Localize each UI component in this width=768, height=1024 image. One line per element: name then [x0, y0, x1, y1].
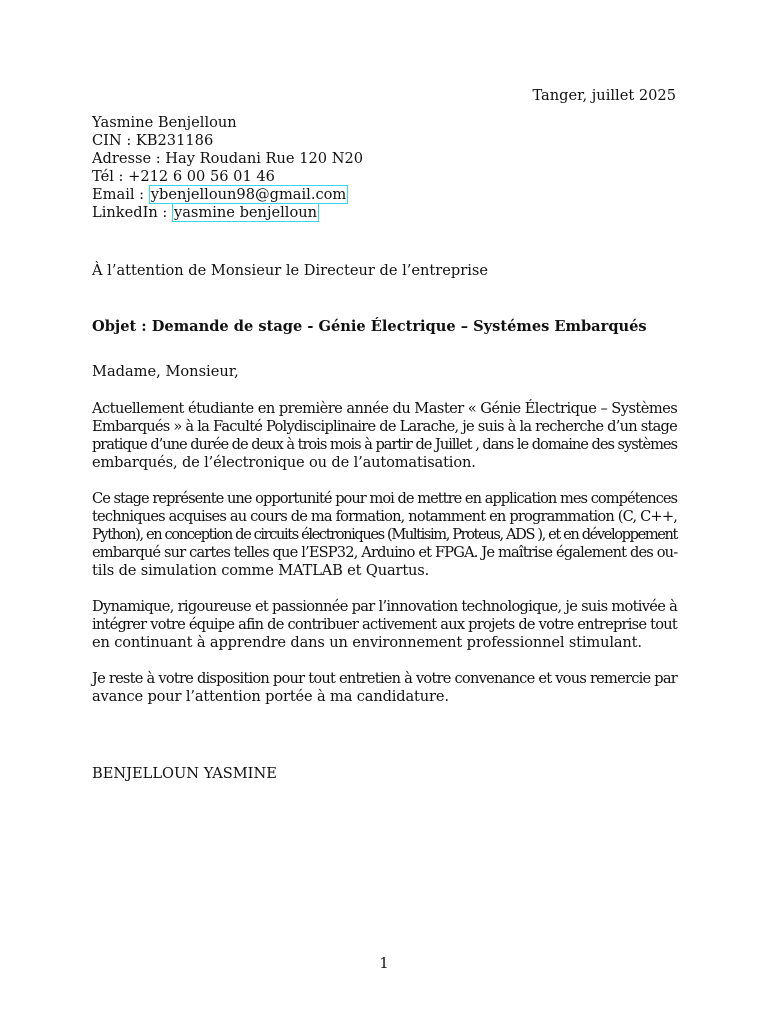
- paragraph-line: embarqué sur cartes telles que l’ESP32, Arduino et FPGA. Je maîtrise également des ou-: [92, 544, 678, 561]
- paragraph-line: Ce stage représente une opportunité pour moi de mettre en application mes compétences: [92, 490, 677, 507]
- paragraph-line: Embarqués » à la Faculté Polydisciplinaire de Larache, je suis à la recherche d’un stage: [92, 418, 677, 435]
- paragraph-line: embarqués, de l’électronique ou de l’automatisation.: [92, 454, 476, 471]
- sender-phone: Tél : +212 6 00 56 01 46: [92, 168, 275, 185]
- sender-block: [92, 114, 363, 222]
- sender-cin: CIN : KB231186: [92, 132, 214, 149]
- paragraph-line: tils de simulation comme MATLAB et Quartus.: [92, 562, 430, 579]
- date-line: Tanger, juillet 2025: [532, 87, 676, 104]
- linkedin-link[interactable]: yasmine benjelloun: [173, 204, 318, 221]
- paragraph-intro: [92, 400, 677, 472]
- paragraph-line: pratique d’une durée de deux à trois mois à partir de Juillet , dans le domaine des systèmes: [92, 436, 677, 453]
- paragraph-line: Actuellement étudiante en première année du Master « Génie Électrique – Systèmes: [92, 400, 678, 417]
- sender-email-line: [92, 186, 363, 204]
- attention-line: À l’attention de Monsieur le Directeur de l’entreprise: [92, 262, 489, 279]
- greeting: Madame, Monsieur,: [92, 363, 239, 380]
- paragraph-line: en continuant à apprendre dans un environnement professionnel stimulant.: [92, 634, 642, 651]
- email-link[interactable]: ybenjelloun98@gmail.com: [150, 186, 347, 203]
- paragraph-line: intégrer votre équipe afin de contribuer activement aux projets de votre entreprise tout: [92, 616, 677, 633]
- page-number: 1: [379, 955, 389, 972]
- sender-linkedin-line: [92, 204, 363, 222]
- email-label: Email :: [92, 186, 149, 203]
- paragraph-motivation: [92, 598, 677, 652]
- paragraph-line: avance pour l’attention portée à ma candidature.: [92, 688, 449, 705]
- letter-body: [92, 400, 677, 724]
- paragraph-skills: [92, 490, 677, 580]
- paragraph-line: Dynamique, rigoureuse et passionnée par l’innovation technologique, je suis motivée à: [92, 598, 678, 615]
- paragraph-line: Python), en conception de circuits électroniques (Multisim, Proteus, ADS ), et en développement: [92, 526, 677, 543]
- linkedin-label: LinkedIn :: [92, 204, 172, 221]
- sender-address: Adresse : Hay Roudani Rue 120 N20: [92, 150, 364, 167]
- paragraph-line: techniques acquises au cours de ma formation, notamment en programmation (C, C++,: [92, 508, 678, 525]
- paragraph-line: Je reste à votre disposition pour tout entretien à votre convenance et vous remercie par: [92, 670, 677, 687]
- signature: BENJELLOUN YASMINE: [92, 765, 277, 782]
- sender-name: Yasmine Benjelloun: [92, 114, 237, 131]
- object-line: Objet : Demande de stage - Génie Électrique – Systémes Embarqués: [92, 318, 647, 335]
- paragraph-closing: [92, 670, 677, 706]
